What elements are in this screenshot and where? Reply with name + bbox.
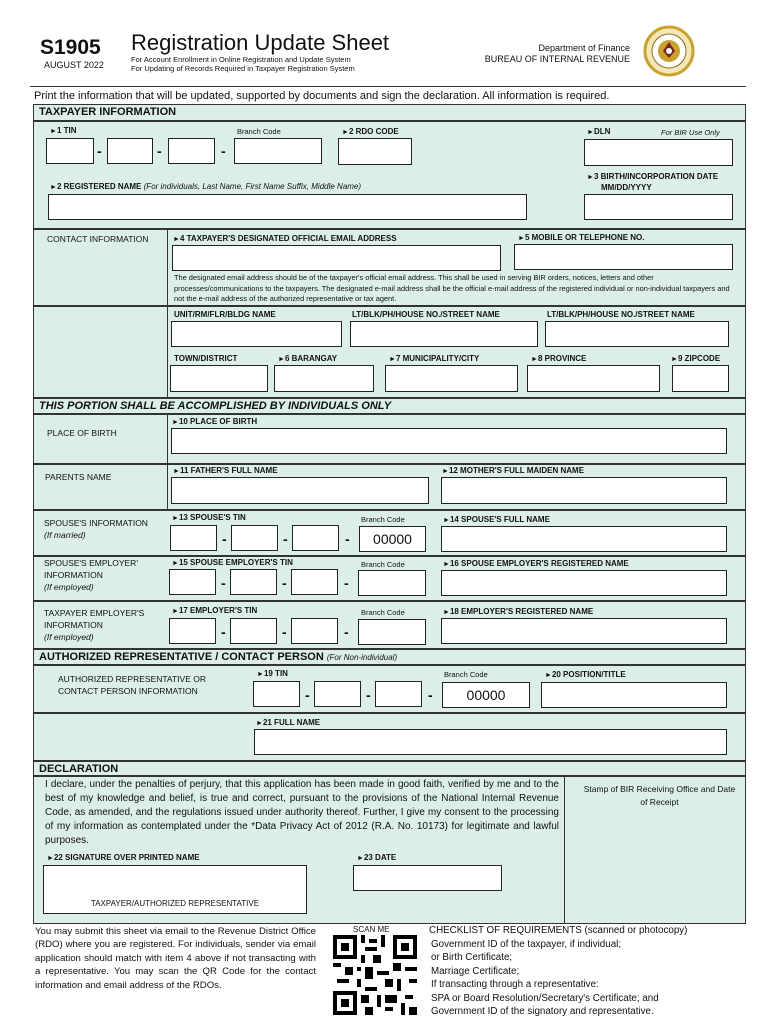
email-field[interactable] bbox=[172, 245, 501, 271]
full-name-field[interactable] bbox=[254, 729, 727, 755]
mother-field[interactable] bbox=[441, 477, 727, 504]
spouse-branch-label: Branch Code bbox=[361, 515, 405, 524]
spouse-employer-tin-label: ►15 SPOUSE EMPLOYER'S TIN bbox=[172, 558, 293, 567]
rdo-code-label: ►2 RDO CODE bbox=[342, 127, 399, 136]
stamp-divider bbox=[564, 776, 565, 924]
unit-label: UNIT/RM/FLR/BLDG NAME bbox=[174, 310, 276, 319]
unit-field[interactable] bbox=[171, 321, 342, 347]
checklist-item: If transacting through a representative: bbox=[431, 979, 599, 991]
spouse-side-label: SPOUSE'S INFORMATION (If married) bbox=[44, 518, 148, 540]
province-field[interactable] bbox=[527, 365, 660, 392]
municipality-label: ►7 MUNICIPALITY/CITY bbox=[389, 354, 480, 363]
employer-branch-label: Branch Code bbox=[361, 608, 405, 617]
employer-name-label: ►18 EMPLOYER'S REGISTERED NAME bbox=[443, 607, 594, 616]
bureau-name: BUREAU OF INTERNAL REVENUE bbox=[484, 54, 630, 64]
mother-label: ►12 MOTHER'S FULL MAIDEN NAME bbox=[442, 466, 585, 475]
tin-dash: - bbox=[345, 531, 350, 547]
date-label: ►23 DATE bbox=[357, 853, 397, 862]
province-label: ►8 PROVINCE bbox=[531, 354, 587, 363]
spouse-employer-side-label: SPOUSE'S EMPLOYER' INFORMATION (If employed) bbox=[44, 558, 138, 592]
employer-tin-label: ►17 EMPLOYER'S TIN bbox=[172, 606, 258, 615]
section-declaration: DECLARATION bbox=[33, 761, 746, 776]
tin-dash: - bbox=[344, 575, 349, 591]
spouse-employer-tin-field-1[interactable] bbox=[169, 569, 216, 595]
address-divider bbox=[167, 306, 168, 398]
top-rule bbox=[30, 86, 746, 87]
section-authorized-representative: AUTHORIZED REPRESENTATIVE / CONTACT PERSON (For Non-individual) bbox=[33, 649, 746, 665]
spouse-tin-field-1[interactable] bbox=[170, 525, 217, 551]
full-name-label: ►21 FULL NAME bbox=[256, 718, 321, 727]
employer-name-field[interactable] bbox=[441, 618, 727, 644]
section-taxpayer-information: TAXPAYER INFORMATION bbox=[33, 104, 746, 121]
representative-side-label: AUTHORIZED REPRESENTATIVE OR CONTACT PERSON INFORMATION bbox=[58, 674, 206, 696]
tin-field-2[interactable] bbox=[107, 138, 153, 164]
declaration-text: I declare, under the penalties of perjury, that this application has been made in good faith, verified by me and to the best of my knowledge and belief, is true and correct, pursuant to the provisions of the National Internal Revenue Code, as amended, and the regulations issued under authority thereof. Further, I give my consent to the processing of my information as contemplated under the *Data Privacy Act of 2012 (R.A. No. 10173) for legitimate and lawful purposes. bbox=[45, 779, 559, 846]
checklist-item: Government ID of the signatory and representative. bbox=[431, 1006, 654, 1018]
position-label: ►20 POSITION/TITLE bbox=[545, 670, 626, 679]
place-of-birth-field[interactable] bbox=[171, 428, 727, 454]
form-date: AUGUST 2022 bbox=[44, 60, 104, 70]
taxpayer-employer-side-label: TAXPAYER EMPLOYER'S INFORMATION (If employed) bbox=[44, 608, 145, 642]
branch-code-label: Branch Code bbox=[237, 127, 281, 136]
rep-branch-field[interactable]: 00000 bbox=[442, 682, 530, 708]
street-field-2[interactable] bbox=[545, 321, 729, 347]
spouse-employer-branch-field[interactable] bbox=[358, 570, 426, 596]
contact-info-label: CONTACT INFORMATION bbox=[47, 234, 149, 244]
phone-label: ►5 MOBILE OR TELEPHONE NO. bbox=[518, 233, 645, 242]
checklist bbox=[431, 938, 659, 1018]
tin-field-3[interactable] bbox=[168, 138, 215, 164]
birth-date-format: MM/DD/YYYY bbox=[601, 183, 652, 192]
email-note: The designated email address should be of the taxpayer's official email address. This shall be used in serving BIR orders, notices, letters and other processes/communications to the taxpayers. The designated e-mail address shall be the official e-mail address of the registered individual or non-individual taxpayers and not the e-mail address of the authorized representative or tax agent. bbox=[174, 273, 730, 303]
bir-seal-icon bbox=[641, 25, 697, 77]
scan-me-label: SCAN ME bbox=[353, 925, 390, 934]
barangay-field[interactable] bbox=[274, 365, 374, 392]
rdo-code-field[interactable] bbox=[338, 138, 412, 165]
employer-tin-field-2[interactable] bbox=[230, 618, 277, 644]
spouse-name-field[interactable] bbox=[441, 526, 727, 552]
zipcode-field[interactable] bbox=[672, 365, 729, 392]
phone-field[interactable] bbox=[514, 244, 733, 270]
tin-dash: - bbox=[282, 575, 287, 591]
employer-tin-field-3[interactable] bbox=[291, 618, 338, 644]
registered-name-label: ►2 REGISTERED NAME (For individuals, Last Name, First Name Suffix, Middle Name) bbox=[50, 182, 362, 191]
branch-code-field[interactable] bbox=[234, 138, 322, 164]
place-of-birth-label: ►10 PLACE OF BIRTH bbox=[172, 417, 258, 426]
date-field[interactable] bbox=[353, 865, 502, 891]
tin-dash: - bbox=[221, 624, 226, 640]
form-code: S1905 bbox=[40, 36, 101, 59]
tin-dash: - bbox=[344, 624, 349, 640]
rep-tin-field-3[interactable] bbox=[375, 681, 422, 707]
street-label-2: LT/BLK/PH/HOUSE NO./STREET NAME bbox=[547, 310, 695, 319]
pob-divider bbox=[167, 414, 168, 464]
dept-name: Department of Finance bbox=[538, 43, 630, 53]
tin-dash: - bbox=[366, 687, 371, 703]
rep-tin-field-2[interactable] bbox=[314, 681, 361, 707]
tin-dash: - bbox=[283, 531, 288, 547]
checklist-item: Marriage Certificate; bbox=[431, 965, 520, 977]
registered-name-field[interactable] bbox=[48, 194, 527, 220]
rep-tin-label: ►19 TIN bbox=[257, 669, 288, 678]
tin-dash: - bbox=[305, 687, 310, 703]
spouse-name-label: ►14 SPOUSE'S FULL NAME bbox=[443, 515, 550, 524]
father-label: ►11 FATHER'S FULL NAME bbox=[173, 466, 278, 475]
spouse-tin-field-2[interactable] bbox=[231, 525, 278, 551]
employer-tin-field-1[interactable] bbox=[169, 618, 216, 644]
spouse-tin-label: ►13 SPOUSE'S TIN bbox=[172, 513, 246, 522]
street-field-1[interactable] bbox=[350, 321, 538, 347]
municipality-field[interactable] bbox=[385, 365, 518, 392]
spouse-employer-name-label: ►16 SPOUSE EMPLOYER'S REGISTERED NAME bbox=[443, 559, 629, 568]
checklist-item: SPA or Board Resolution/Secretary's Certificate; and bbox=[431, 992, 659, 1004]
town-field[interactable] bbox=[170, 365, 268, 392]
section-individuals-only: THIS PORTION SHALL BE ACCOMPLISHED BY INDIVIDUALS ONLY bbox=[33, 398, 746, 414]
spouse-employer-tin-field-2[interactable] bbox=[230, 569, 277, 595]
spouse-employer-name-field[interactable] bbox=[441, 570, 727, 596]
signature-label: ►22 SIGNATURE OVER PRINTED NAME bbox=[47, 853, 200, 862]
contact-divider bbox=[167, 229, 168, 306]
dln-field[interactable] bbox=[584, 139, 733, 166]
tin-dash: - bbox=[221, 143, 226, 159]
tin-dash: - bbox=[221, 575, 226, 591]
rep-branch-label: Branch Code bbox=[444, 670, 488, 679]
tin-dash: - bbox=[222, 531, 227, 547]
checklist-item: or Birth Certificate; bbox=[431, 952, 513, 964]
tin-dash: - bbox=[97, 143, 102, 159]
position-field[interactable] bbox=[541, 682, 727, 708]
instruction-text: Print the information that will be updated, supported by documents and sign the declaration. All information is required. bbox=[34, 90, 610, 102]
dln-label: ►DLN bbox=[587, 127, 611, 136]
spouse-employer-branch-label: Branch Code bbox=[361, 560, 405, 569]
tin-dash: - bbox=[282, 624, 287, 640]
signature-caption: TAXPAYER/AUTHORIZED REPRESENTATIVE bbox=[90, 899, 260, 908]
street-label-1: LT/BLK/PH/HOUSE NO./STREET NAME bbox=[352, 310, 500, 319]
rep-tin-field-1[interactable] bbox=[253, 681, 300, 707]
qr-code-icon[interactable] bbox=[333, 935, 417, 1015]
bir-use-only: For BIR Use Only bbox=[661, 128, 720, 137]
form-subtitle-1: For Account Enrollment in Online Registration and Update System bbox=[131, 55, 351, 64]
email-label: ►4 TAXPAYER'S DESIGNATED OFFICIAL EMAIL ADDRESS bbox=[173, 234, 397, 243]
checklist-title: CHECKLIST OF REQUIREMENTS (scanned or photocopy) bbox=[429, 925, 688, 936]
form-title: Registration Update Sheet bbox=[131, 30, 390, 55]
barangay-label: ►6 BARANGAY bbox=[278, 354, 338, 363]
spouse-branch-field[interactable]: 00000 bbox=[359, 526, 426, 552]
town-label: TOWN/DISTRICT bbox=[174, 354, 238, 363]
spouse-employer-tin-field-3[interactable] bbox=[291, 569, 338, 595]
tin-label: ►1 TIN bbox=[50, 126, 77, 135]
form-subtitle-2: For Updating of Records Required in Taxpayer Registration System bbox=[131, 64, 355, 73]
parents-divider bbox=[167, 464, 168, 510]
tin-field-1[interactable] bbox=[46, 138, 94, 164]
stamp-text: Stamp of BIR Receiving Office and Date of Receipt bbox=[583, 784, 736, 807]
birth-date-field[interactable] bbox=[584, 194, 733, 220]
tin-dash: - bbox=[157, 143, 162, 159]
checklist-item: Government ID of the taxpayer, if individual; bbox=[431, 939, 622, 950]
father-field[interactable] bbox=[171, 477, 429, 504]
place-of-birth-side-label: PLACE OF BIRTH bbox=[47, 428, 117, 438]
zipcode-label: ►9 ZIPCODE bbox=[671, 354, 721, 363]
employer-branch-field[interactable] bbox=[358, 619, 426, 645]
spouse-tin-field-3[interactable] bbox=[292, 525, 339, 551]
tin-dash: - bbox=[428, 687, 433, 703]
birth-date-label: ►3 BIRTH/INCORPORATION DATE bbox=[587, 172, 719, 181]
submit-instructions: You may submit this sheet via email to the Revenue District Office (RDO) where you are registered. For individuals, sender via email application should match with item 4 above if not transacting with a representative. You may scan the QR Code for the contact information and email address of the RDOs. bbox=[35, 926, 316, 991]
parents-side-label: PARENTS NAME bbox=[45, 472, 112, 482]
